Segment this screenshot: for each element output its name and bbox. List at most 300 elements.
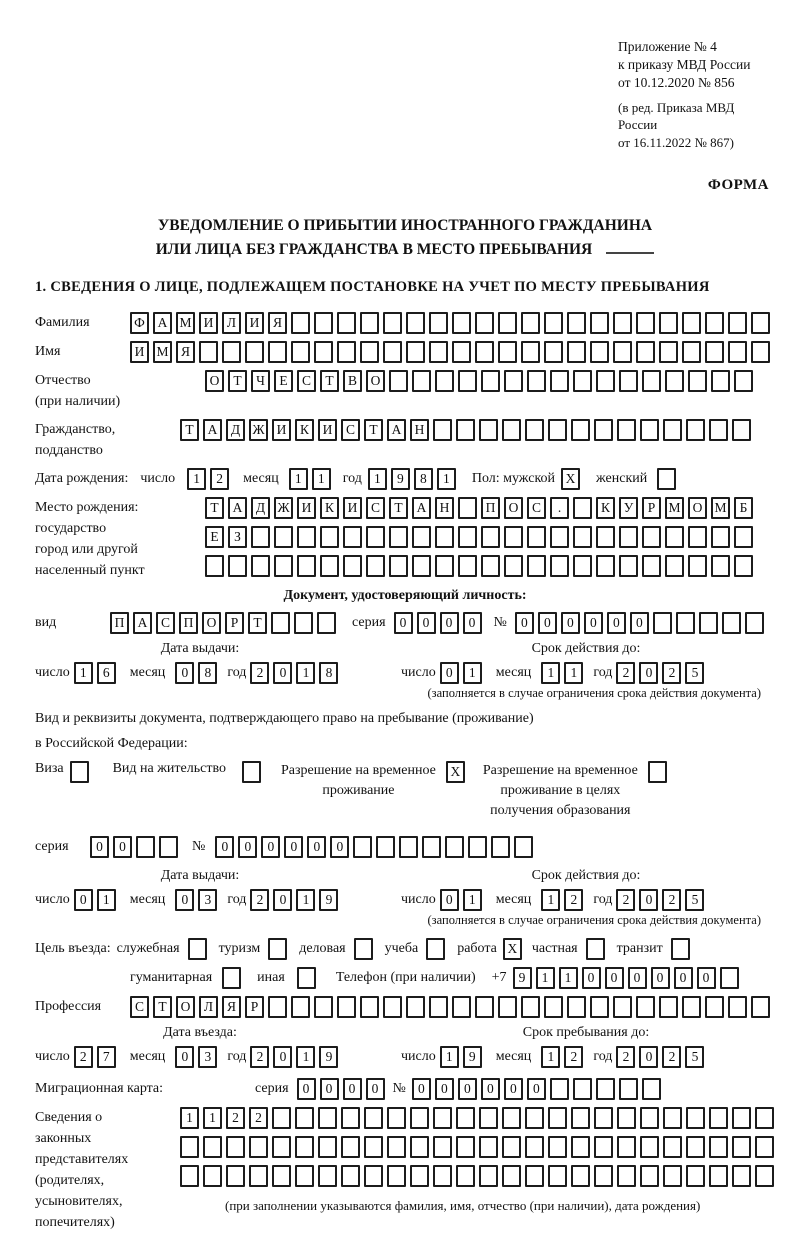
form-cell[interactable] xyxy=(596,555,615,577)
form-cell[interactable] xyxy=(734,526,753,548)
form-cell[interactable] xyxy=(341,1165,360,1187)
form-cell[interactable] xyxy=(548,1107,567,1129)
form-cell[interactable] xyxy=(613,996,632,1018)
form-cell[interactable] xyxy=(295,1165,314,1187)
form-cell[interactable] xyxy=(228,555,247,577)
form-cell[interactable] xyxy=(567,341,586,363)
form-cell[interactable]: Т xyxy=(180,419,199,441)
form-cell[interactable]: 1 xyxy=(463,889,482,911)
form-cell[interactable] xyxy=(525,1165,544,1187)
form-cell[interactable]: К xyxy=(596,497,615,519)
form-cell[interactable] xyxy=(613,312,632,334)
form-cell[interactable] xyxy=(594,1107,613,1129)
form-cell[interactable]: 0 xyxy=(435,1078,454,1100)
form-cell[interactable]: А xyxy=(153,312,172,334)
form-cell[interactable]: К xyxy=(295,419,314,441)
form-cell[interactable]: О xyxy=(504,497,523,519)
form-cell[interactable] xyxy=(617,1136,636,1158)
form-cell[interactable] xyxy=(360,996,379,1018)
form-cell[interactable] xyxy=(435,526,454,548)
form-cell[interactable]: 1 xyxy=(74,662,93,684)
form-cell[interactable] xyxy=(479,1165,498,1187)
form-cell[interactable]: 2 xyxy=(250,662,269,684)
form-cell[interactable]: 0 xyxy=(697,967,716,989)
form-cell[interactable] xyxy=(376,836,395,858)
form-cell[interactable] xyxy=(659,341,678,363)
form-cell[interactable] xyxy=(594,1136,613,1158)
form-cell[interactable] xyxy=(222,341,241,363)
form-cell[interactable]: Н xyxy=(435,497,454,519)
form-cell[interactable] xyxy=(180,1136,199,1158)
form-cell[interactable] xyxy=(728,341,747,363)
form-cell[interactable] xyxy=(751,312,770,334)
form-cell[interactable]: 2 xyxy=(210,468,229,490)
form-cell[interactable] xyxy=(722,612,741,634)
form-cell[interactable] xyxy=(642,555,661,577)
form-cell[interactable]: Ч xyxy=(251,370,270,392)
form-cell[interactable] xyxy=(337,312,356,334)
form-cell[interactable]: Ф xyxy=(130,312,149,334)
form-cell[interactable]: X xyxy=(561,468,580,490)
form-cell[interactable] xyxy=(732,1136,751,1158)
form-cell[interactable]: 1 xyxy=(440,1046,459,1068)
form-cell[interactable]: 1 xyxy=(296,889,315,911)
form-cell[interactable] xyxy=(686,1136,705,1158)
form-cell[interactable] xyxy=(709,1165,728,1187)
form-cell[interactable]: Б xyxy=(734,497,753,519)
form-cell[interactable]: И xyxy=(199,312,218,334)
form-cell[interactable] xyxy=(550,555,569,577)
form-cell[interactable] xyxy=(617,1107,636,1129)
form-cell[interactable]: А xyxy=(387,419,406,441)
form-cell[interactable] xyxy=(410,1165,429,1187)
form-cell[interactable] xyxy=(527,555,546,577)
form-cell[interactable] xyxy=(295,1136,314,1158)
form-cell[interactable] xyxy=(498,312,517,334)
form-cell[interactable] xyxy=(732,1165,751,1187)
form-cell[interactable] xyxy=(343,526,362,548)
form-cell[interactable] xyxy=(456,1165,475,1187)
form-cell[interactable] xyxy=(268,341,287,363)
form-cell[interactable]: О xyxy=(366,370,385,392)
form-cell[interactable] xyxy=(659,996,678,1018)
form-cell[interactable] xyxy=(383,996,402,1018)
form-cell[interactable]: Л xyxy=(222,312,241,334)
form-cell[interactable] xyxy=(251,526,270,548)
form-cell[interactable] xyxy=(504,370,523,392)
form-cell[interactable] xyxy=(452,996,471,1018)
form-cell[interactable]: 0 xyxy=(440,612,459,634)
form-cell[interactable]: 0 xyxy=(284,836,303,858)
form-cell[interactable]: 0 xyxy=(273,662,292,684)
form-cell[interactable] xyxy=(199,341,218,363)
form-cell[interactable]: Т xyxy=(205,497,224,519)
form-cell[interactable] xyxy=(613,341,632,363)
form-cell[interactable]: 0 xyxy=(515,612,534,634)
form-cell[interactable] xyxy=(268,996,287,1018)
form-cell[interactable] xyxy=(318,1107,337,1129)
form-cell[interactable]: 0 xyxy=(273,1046,292,1068)
form-cell[interactable]: 0 xyxy=(440,662,459,684)
form-cell[interactable] xyxy=(410,1107,429,1129)
form-cell[interactable]: Т xyxy=(364,419,383,441)
form-cell[interactable] xyxy=(297,967,316,989)
form-cell[interactable] xyxy=(663,1165,682,1187)
form-cell[interactable]: . xyxy=(550,497,569,519)
form-cell[interactable] xyxy=(550,370,569,392)
form-cell[interactable] xyxy=(682,996,701,1018)
form-cell[interactable]: П xyxy=(179,612,198,634)
form-cell[interactable] xyxy=(426,938,445,960)
form-cell[interactable]: 0 xyxy=(215,836,234,858)
form-cell[interactable] xyxy=(318,1165,337,1187)
form-cell[interactable]: А xyxy=(203,419,222,441)
form-cell[interactable]: 5 xyxy=(685,889,704,911)
form-cell[interactable]: У xyxy=(619,497,638,519)
form-cell[interactable] xyxy=(291,341,310,363)
form-cell[interactable]: И xyxy=(318,419,337,441)
form-cell[interactable] xyxy=(433,1165,452,1187)
form-cell[interactable]: 9 xyxy=(391,468,410,490)
form-cell[interactable] xyxy=(318,1136,337,1158)
form-cell[interactable] xyxy=(387,1136,406,1158)
form-cell[interactable]: 9 xyxy=(319,889,338,911)
form-cell[interactable]: 8 xyxy=(198,662,217,684)
form-cell[interactable] xyxy=(452,312,471,334)
form-cell[interactable]: 0 xyxy=(584,612,603,634)
form-cell[interactable] xyxy=(70,761,89,783)
form-cell[interactable]: 0 xyxy=(639,662,658,684)
form-cell[interactable] xyxy=(364,1136,383,1158)
form-cell[interactable] xyxy=(456,1107,475,1129)
form-cell[interactable]: 0 xyxy=(463,612,482,634)
form-cell[interactable] xyxy=(226,1136,245,1158)
form-cell[interactable] xyxy=(337,996,356,1018)
form-cell[interactable] xyxy=(745,612,764,634)
form-cell[interactable]: И xyxy=(130,341,149,363)
form-cell[interactable]: 1 xyxy=(463,662,482,684)
form-cell[interactable]: Е xyxy=(205,526,224,548)
form-cell[interactable]: 0 xyxy=(238,836,257,858)
form-cell[interactable]: 0 xyxy=(417,612,436,634)
form-cell[interactable]: Ж xyxy=(249,419,268,441)
form-cell[interactable] xyxy=(481,526,500,548)
form-cell[interactable] xyxy=(249,1136,268,1158)
form-cell[interactable]: Т xyxy=(320,370,339,392)
form-cell[interactable] xyxy=(640,1107,659,1129)
form-cell[interactable] xyxy=(642,1078,661,1100)
form-cell[interactable] xyxy=(590,341,609,363)
form-cell[interactable] xyxy=(366,555,385,577)
form-cell[interactable]: 1 xyxy=(187,468,206,490)
form-cell[interactable] xyxy=(550,1078,569,1100)
form-cell[interactable]: 3 xyxy=(198,889,217,911)
form-cell[interactable] xyxy=(665,555,684,577)
form-cell[interactable] xyxy=(659,312,678,334)
form-cell[interactable]: З xyxy=(228,526,247,548)
form-cell[interactable]: М xyxy=(711,497,730,519)
form-cell[interactable] xyxy=(458,497,477,519)
form-cell[interactable]: 1 xyxy=(180,1107,199,1129)
form-cell[interactable]: Я xyxy=(222,996,241,1018)
form-cell[interactable] xyxy=(456,1136,475,1158)
form-cell[interactable] xyxy=(452,341,471,363)
form-cell[interactable] xyxy=(406,996,425,1018)
form-cell[interactable] xyxy=(688,555,707,577)
form-cell[interactable] xyxy=(619,370,638,392)
form-cell[interactable] xyxy=(456,419,475,441)
form-cell[interactable] xyxy=(354,938,373,960)
form-cell[interactable]: 0 xyxy=(261,836,280,858)
form-cell[interactable] xyxy=(544,312,563,334)
form-cell[interactable] xyxy=(245,341,264,363)
form-cell[interactable] xyxy=(711,526,730,548)
form-cell[interactable]: 0 xyxy=(639,889,658,911)
form-cell[interactable]: 0 xyxy=(307,836,326,858)
form-cell[interactable] xyxy=(297,555,316,577)
form-cell[interactable] xyxy=(705,341,724,363)
form-cell[interactable] xyxy=(502,1107,521,1129)
form-cell[interactable]: С xyxy=(130,996,149,1018)
form-cell[interactable] xyxy=(596,1078,615,1100)
form-cell[interactable] xyxy=(544,341,563,363)
form-cell[interactable] xyxy=(504,526,523,548)
form-cell[interactable] xyxy=(657,468,676,490)
form-cell[interactable] xyxy=(596,526,615,548)
form-cell[interactable]: 1 xyxy=(541,662,560,684)
form-cell[interactable] xyxy=(751,341,770,363)
form-cell[interactable]: Н xyxy=(410,419,429,441)
form-cell[interactable]: Т xyxy=(389,497,408,519)
form-cell[interactable] xyxy=(755,1165,774,1187)
form-cell[interactable] xyxy=(481,555,500,577)
form-cell[interactable] xyxy=(475,312,494,334)
form-cell[interactable] xyxy=(481,370,500,392)
form-cell[interactable] xyxy=(353,836,372,858)
form-cell[interactable] xyxy=(734,555,753,577)
form-cell[interactable] xyxy=(222,967,241,989)
form-cell[interactable]: 0 xyxy=(628,967,647,989)
form-cell[interactable] xyxy=(226,1165,245,1187)
form-cell[interactable]: 1 xyxy=(97,889,116,911)
form-cell[interactable] xyxy=(272,1107,291,1129)
form-cell[interactable] xyxy=(527,526,546,548)
form-cell[interactable]: 2 xyxy=(249,1107,268,1129)
form-cell[interactable] xyxy=(412,526,431,548)
form-cell[interactable]: 0 xyxy=(330,836,349,858)
form-cell[interactable] xyxy=(389,555,408,577)
form-cell[interactable] xyxy=(271,612,290,634)
form-cell[interactable] xyxy=(665,526,684,548)
form-cell[interactable] xyxy=(617,1165,636,1187)
form-cell[interactable] xyxy=(682,312,701,334)
form-cell[interactable] xyxy=(514,836,533,858)
form-cell[interactable]: 0 xyxy=(582,967,601,989)
form-cell[interactable]: 0 xyxy=(481,1078,500,1100)
form-cell[interactable] xyxy=(590,996,609,1018)
form-cell[interactable]: 9 xyxy=(463,1046,482,1068)
form-cell[interactable]: 1 xyxy=(289,468,308,490)
form-cell[interactable]: О xyxy=(688,497,707,519)
form-cell[interactable]: С xyxy=(156,612,175,634)
form-cell[interactable] xyxy=(314,341,333,363)
form-cell[interactable] xyxy=(422,836,441,858)
form-cell[interactable]: X xyxy=(446,761,465,783)
form-cell[interactable]: Т xyxy=(153,996,172,1018)
form-cell[interactable] xyxy=(711,370,730,392)
form-cell[interactable] xyxy=(337,341,356,363)
form-cell[interactable] xyxy=(360,341,379,363)
form-cell[interactable] xyxy=(475,996,494,1018)
form-cell[interactable] xyxy=(502,1165,521,1187)
form-cell[interactable]: П xyxy=(481,497,500,519)
form-cell[interactable] xyxy=(636,341,655,363)
form-cell[interactable] xyxy=(653,612,672,634)
form-cell[interactable]: 1 xyxy=(564,662,583,684)
form-cell[interactable] xyxy=(389,526,408,548)
form-cell[interactable] xyxy=(709,1136,728,1158)
form-cell[interactable]: Р xyxy=(245,996,264,1018)
form-cell[interactable]: 1 xyxy=(536,967,555,989)
form-cell[interactable]: 0 xyxy=(527,1078,546,1100)
form-cell[interactable] xyxy=(709,419,728,441)
form-cell[interactable] xyxy=(594,1165,613,1187)
form-cell[interactable] xyxy=(317,612,336,634)
form-cell[interactable]: 2 xyxy=(226,1107,245,1129)
form-cell[interactable] xyxy=(203,1136,222,1158)
form-cell[interactable] xyxy=(458,370,477,392)
form-cell[interactable]: 1 xyxy=(296,1046,315,1068)
form-cell[interactable] xyxy=(573,370,592,392)
form-cell[interactable]: О xyxy=(205,370,224,392)
form-cell[interactable]: 0 xyxy=(440,889,459,911)
form-cell[interactable] xyxy=(573,555,592,577)
form-cell[interactable]: К xyxy=(320,497,339,519)
form-cell[interactable] xyxy=(491,836,510,858)
form-cell[interactable]: 2 xyxy=(616,1046,635,1068)
form-cell[interactable] xyxy=(548,1136,567,1158)
form-cell[interactable]: 0 xyxy=(320,1078,339,1100)
form-cell[interactable] xyxy=(619,526,638,548)
form-cell[interactable] xyxy=(525,1107,544,1129)
form-cell[interactable] xyxy=(274,526,293,548)
form-cell[interactable] xyxy=(180,1165,199,1187)
form-cell[interactable] xyxy=(688,526,707,548)
form-cell[interactable] xyxy=(705,312,724,334)
form-cell[interactable] xyxy=(433,1136,452,1158)
form-cell[interactable]: 1 xyxy=(437,468,456,490)
form-cell[interactable] xyxy=(341,1107,360,1129)
form-cell[interactable] xyxy=(617,419,636,441)
form-cell[interactable] xyxy=(720,967,739,989)
form-cell[interactable] xyxy=(364,1165,383,1187)
form-cell[interactable] xyxy=(291,312,310,334)
form-cell[interactable] xyxy=(573,1078,592,1100)
form-cell[interactable] xyxy=(268,938,287,960)
form-cell[interactable]: 0 xyxy=(366,1078,385,1100)
form-cell[interactable] xyxy=(295,1107,314,1129)
form-cell[interactable] xyxy=(502,1136,521,1158)
form-cell[interactable] xyxy=(521,996,540,1018)
form-cell[interactable] xyxy=(686,1107,705,1129)
form-cell[interactable]: 1 xyxy=(312,468,331,490)
form-cell[interactable]: А xyxy=(412,497,431,519)
form-cell[interactable]: 0 xyxy=(561,612,580,634)
form-cell[interactable]: А xyxy=(228,497,247,519)
form-cell[interactable] xyxy=(249,1165,268,1187)
form-cell[interactable]: Р xyxy=(642,497,661,519)
form-cell[interactable]: С xyxy=(297,370,316,392)
form-cell[interactable]: И xyxy=(272,419,291,441)
form-cell[interactable] xyxy=(686,1165,705,1187)
form-cell[interactable]: 1 xyxy=(296,662,315,684)
form-cell[interactable] xyxy=(751,996,770,1018)
form-cell[interactable] xyxy=(188,938,207,960)
form-cell[interactable] xyxy=(732,1107,751,1129)
form-cell[interactable] xyxy=(636,312,655,334)
form-cell[interactable] xyxy=(709,1107,728,1129)
form-cell[interactable] xyxy=(525,1136,544,1158)
form-cell[interactable]: 0 xyxy=(504,1078,523,1100)
form-cell[interactable]: 2 xyxy=(250,1046,269,1068)
form-cell[interactable] xyxy=(387,1165,406,1187)
form-cell[interactable] xyxy=(294,612,313,634)
form-cell[interactable]: 0 xyxy=(674,967,693,989)
form-cell[interactable] xyxy=(429,996,448,1018)
form-cell[interactable] xyxy=(406,341,425,363)
form-cell[interactable] xyxy=(291,996,310,1018)
form-cell[interactable] xyxy=(619,1078,638,1100)
form-cell[interactable]: 0 xyxy=(607,612,626,634)
form-cell[interactable]: 6 xyxy=(97,662,116,684)
form-cell[interactable]: 2 xyxy=(564,889,583,911)
form-cell[interactable]: 2 xyxy=(662,1046,681,1068)
form-cell[interactable] xyxy=(399,836,418,858)
form-cell[interactable]: Т xyxy=(228,370,247,392)
form-cell[interactable] xyxy=(366,526,385,548)
form-cell[interactable]: 2 xyxy=(662,889,681,911)
form-cell[interactable]: 5 xyxy=(685,662,704,684)
form-cell[interactable] xyxy=(389,370,408,392)
form-cell[interactable]: 0 xyxy=(175,662,194,684)
form-cell[interactable]: 2 xyxy=(564,1046,583,1068)
form-cell[interactable] xyxy=(594,419,613,441)
form-cell[interactable]: И xyxy=(245,312,264,334)
form-cell[interactable] xyxy=(734,370,753,392)
form-cell[interactable] xyxy=(755,1107,774,1129)
form-cell[interactable]: 0 xyxy=(343,1078,362,1100)
form-cell[interactable] xyxy=(728,996,747,1018)
form-cell[interactable] xyxy=(732,419,751,441)
form-cell[interactable] xyxy=(665,370,684,392)
form-cell[interactable]: Ж xyxy=(274,497,293,519)
form-cell[interactable] xyxy=(251,555,270,577)
form-cell[interactable]: 0 xyxy=(538,612,557,634)
form-cell[interactable]: 2 xyxy=(662,662,681,684)
form-cell[interactable] xyxy=(521,312,540,334)
form-cell[interactable]: 0 xyxy=(394,612,413,634)
form-cell[interactable] xyxy=(412,555,431,577)
form-cell[interactable]: 0 xyxy=(175,889,194,911)
form-cell[interactable]: 0 xyxy=(458,1078,477,1100)
form-cell[interactable] xyxy=(435,555,454,577)
form-cell[interactable] xyxy=(433,419,452,441)
form-cell[interactable] xyxy=(648,761,667,783)
form-cell[interactable] xyxy=(498,996,517,1018)
form-cell[interactable]: 1 xyxy=(203,1107,222,1129)
form-cell[interactable]: С xyxy=(527,497,546,519)
form-cell[interactable] xyxy=(410,1136,429,1158)
